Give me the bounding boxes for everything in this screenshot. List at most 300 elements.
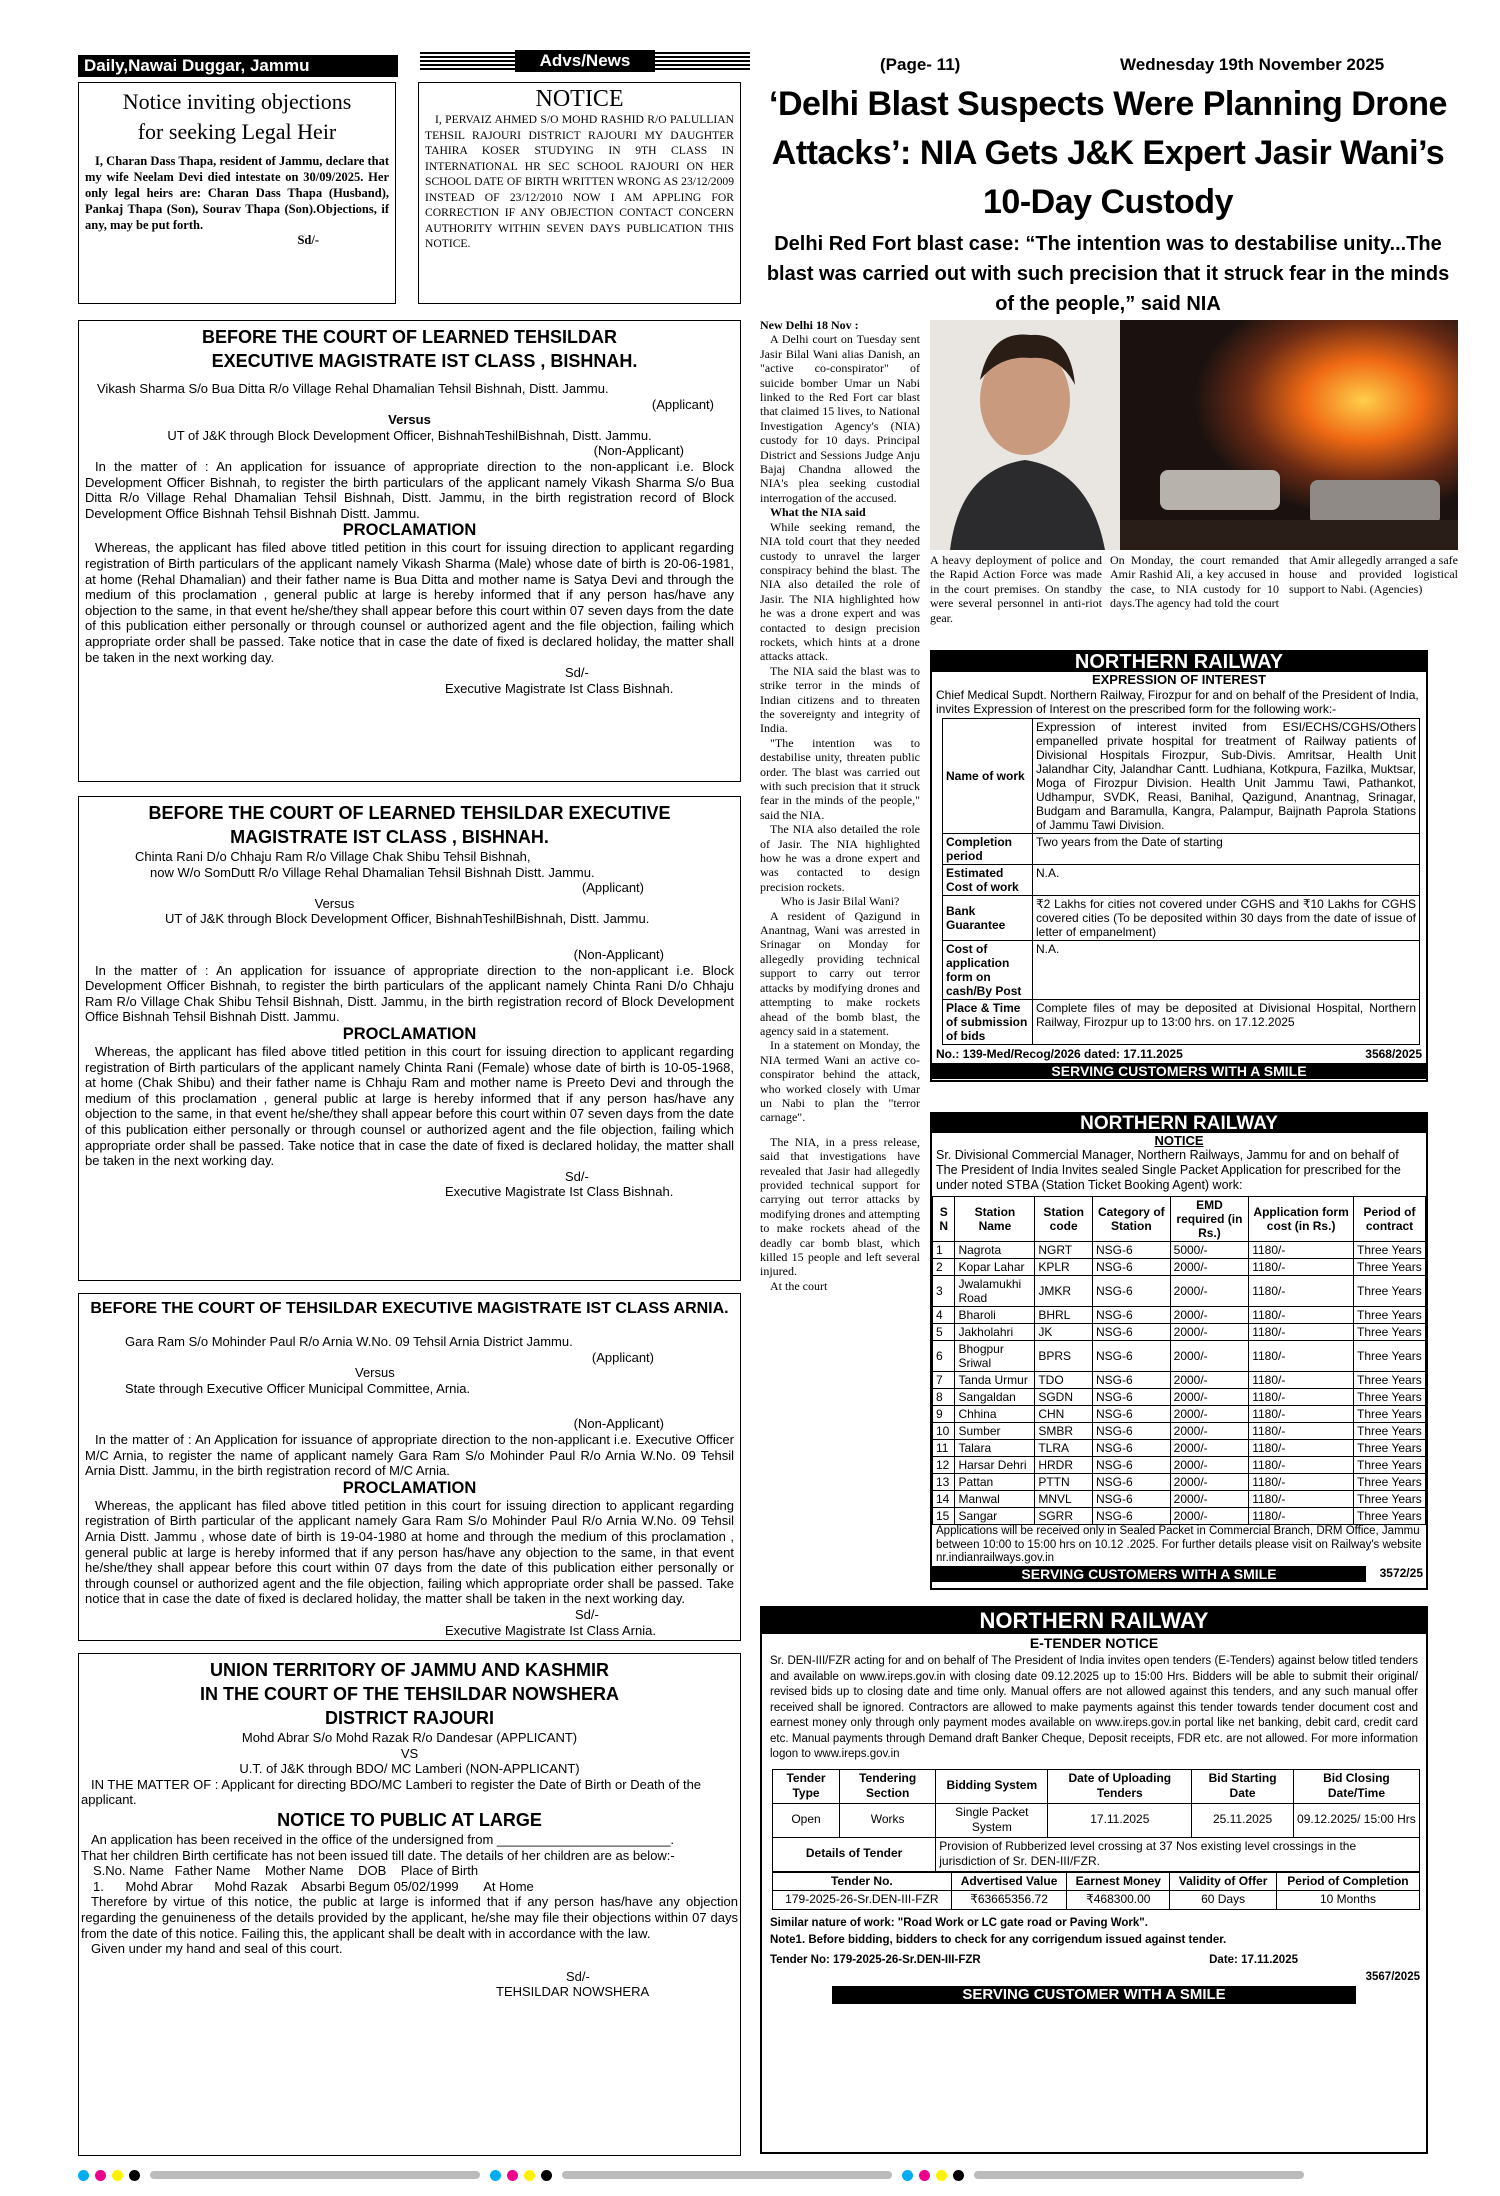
table-cell: NSG-6: [1092, 1276, 1170, 1307]
table-cell: Open: [773, 1803, 840, 1837]
table-cell: Kopar Lahar: [955, 1259, 1035, 1276]
court-notice-chinta: [78, 796, 741, 1281]
table-cell: NSG-6: [1092, 1406, 1170, 1423]
nr2-ref: 3572/25: [1379, 1565, 1423, 1580]
nr-stba-ad: [930, 1112, 1428, 1590]
black-dot: [541, 2170, 552, 2181]
court3-sd: Sd/-: [575, 1606, 599, 1622]
table-cell: NSG-6: [1092, 1324, 1170, 1341]
court2-body: Whereas, the applicant has filed above titled petition in this court for issuing direction to applicant regarding registration of Birth particulars of the applicant namely Chinta Rani (Female) whose date of birth is 10-05-1968, at home (Chak Shibu) and their father name is Chhaju Ram and mother name is Preeto Devi and through the medium of this proclamation , general public at large is hereby informed that if any person has/have any objection to the same, in that event he/she/they shall appear before this court within 07 seven days from the date of this publication either personally or through counsel or authorized agent and the file objection, failing which appropriate order shall be passed. Take notice that in case the date of fixed is declared holiday, the matter shall be taken in the next working day.: [85, 1043, 734, 1169]
table-cell: NSG-6: [1092, 1259, 1170, 1276]
nr1-row-key: Name of work: [943, 719, 1033, 834]
yellow-dot: [936, 2170, 947, 2181]
nr2-note: Applications will be received only in Sealed Packet in Commercial Branch, DRM Office, Jammu between 10:00 to 15:00 hrs on 10.12 .2025. For further details please visit on Railway's website nr.indianrailways.gov.in: [936, 1525, 1422, 1564]
table-cell: 14: [933, 1491, 955, 1508]
court2-respondent: UT of J&K through Block Development Officer, BishnahTeshilBishnah, Distt. Jammu.: [165, 911, 650, 927]
table-row: [933, 1307, 1426, 1324]
news-p7: In a statement on Monday, the NIA termed Wani an active co-conspirator behind the attack, who worked closely with Umar un Nabi to plan the "terror carnage".: [760, 1038, 920, 1125]
table-header-cell: Tender Type: [773, 1769, 840, 1803]
nr-etender-ad: [760, 1606, 1428, 2154]
table-cell: MNVL: [1035, 1491, 1093, 1508]
table-row: [773, 1891, 1420, 1910]
table-cell: 1180/-: [1249, 1341, 1354, 1372]
table-cell: 2000/-: [1170, 1259, 1249, 1276]
table-cell: NSG-6: [1092, 1389, 1170, 1406]
table-cell: Tanda Urmur: [955, 1372, 1035, 1389]
news-sub-1: What the NIA said: [770, 505, 866, 520]
court3-proclamation: PROCLAMATION: [342, 1478, 477, 1497]
table-cell: Three Years: [1354, 1508, 1426, 1525]
table-cell: TLRA: [1035, 1440, 1093, 1457]
table-row: [933, 1341, 1426, 1372]
news-p4: "The intention was to destabilise unity, threaten public order. The blast was carried out with such precision that it struck fear in the minds of the people," said the NIA.: [760, 735, 920, 822]
court2-matter: In the matter of : An application for issuance of appropriate direction to the non-applicant i.e. Block Development Officer Bishnah, to register the birth particulars of the applicant namely Chinta Rani D/o Chhaju Ram R/o Village Chak Shibu Tehsil Bishnah, Distt. Jammu, in the birth registration record of Block Development Office Bishnah Tehsil Bishnah Distt. Jammu.: [85, 962, 734, 1025]
court4-row: 1. Mohd Abrar Mohd Razak Absarbi Begum 05/02/1999 At Home: [93, 1878, 534, 1894]
court1-sign: Executive Magistrate Ist Class Bishnah.: [445, 680, 674, 696]
nr1-row: [943, 865, 1420, 896]
table-cell: 5000/-: [1170, 1242, 1249, 1259]
school-dob-notice: [418, 82, 741, 304]
table-cell: 6: [933, 1341, 955, 1372]
table-header-cell: Bid Starting Date: [1192, 1769, 1294, 1803]
court-notice-nowshera: [78, 1653, 741, 2156]
court1-matter: In the matter of : An application for issuance of appropriate direction to the non-applicant i.e. Block Development Officer Bishnah, to register the birth particulars of the applicant namely Vikash Sharma S/o Bua Ditta R/o Village Rehal Dhamalian Tehsil Bishnah, Distt. Jammu, in the birth registration record of Block Development Office Bishnah Tehsil Bishnah Distt. Jammu.: [85, 458, 734, 521]
table-cell: Three Years: [1354, 1457, 1426, 1474]
news-headline-block: [758, 80, 1458, 315]
table-cell: 1180/-: [1249, 1324, 1354, 1341]
table-row: [933, 1389, 1426, 1406]
page-number: (Page- 11): [880, 55, 961, 74]
court4-subhead: NOTICE TO PUBLIC AT LARGE: [277, 1809, 542, 1830]
table-cell: Works: [840, 1803, 936, 1837]
court2-versus: Versus: [314, 895, 355, 911]
magenta-dot: [919, 2170, 930, 2181]
court4-applicant: Mohd Abrar S/o Mohd Razak R/o Dandesar (APPLICANT): [241, 1730, 578, 1745]
yellow-dot: [112, 2170, 123, 2181]
news-p10: On Monday, the court remanded Amir Rashid Ali, a key accused in the case, to NIA custody for 10 days.The agency had told the court that Amir allegedly arranged a safe house and provided logistical support to Nabi.: [1110, 553, 1458, 611]
legal-heir-notice: [78, 82, 396, 304]
nr3-details: Provision of Rubberized level crossing at 37 Nos existing level crossings in the jurisdiction of Sr. DEN-III/FZR.: [936, 1837, 1420, 1871]
table-cell: 1180/-: [1249, 1406, 1354, 1423]
nr1-row-value: Two years from the Date of starting: [1033, 834, 1420, 865]
news-headline: ‘Delhi Blast Suspects Were Planning Drone Attacks’: NIA Gets J&K Expert Jasir Wani’s 10-Day Custody: [769, 85, 1447, 221]
table-cell: Three Years: [1354, 1406, 1426, 1423]
nr1-row: [943, 1000, 1420, 1045]
court3-applicant-tag: (Applicant): [591, 1349, 654, 1365]
table-header-cell: S N: [933, 1197, 955, 1242]
table-cell: Three Years: [1354, 1474, 1426, 1491]
court4-vs: VS: [400, 1745, 419, 1761]
table-header-cell: Tender No.: [773, 1872, 952, 1891]
nr1-row: [943, 896, 1420, 941]
table-cell: 2: [933, 1259, 955, 1276]
table-cell: 2000/-: [1170, 1276, 1249, 1307]
nr1-row-key: Cost of application form on cash/By Post: [943, 941, 1033, 1000]
table-cell: 1180/-: [1249, 1457, 1354, 1474]
table-header-cell: Validity of Offer: [1170, 1872, 1277, 1891]
table-cell: 7: [933, 1372, 955, 1389]
table-header-cell: Date of Uploading Tenders: [1048, 1769, 1192, 1803]
gray-bar: [150, 2171, 480, 2179]
table-cell: Pattan: [955, 1474, 1035, 1491]
table-cell: 13: [933, 1474, 955, 1491]
table-cell: Nagrota: [955, 1242, 1035, 1259]
court4-title-3: DISTRICT RAJOURI: [324, 1708, 494, 1728]
table-row: [933, 1276, 1426, 1307]
nr3-date: Date: 17.11.2025: [1209, 1953, 1298, 1966]
table-cell: SMBR: [1035, 1423, 1093, 1440]
table-cell: 12: [933, 1457, 955, 1474]
table-cell: Harsar Dehri: [955, 1457, 1035, 1474]
table-cell: 8: [933, 1389, 955, 1406]
court2-title-2: MAGISTRATE IST CLASS , BISHNAH.: [230, 827, 549, 847]
court1-applicant-tag: (Applicant): [651, 396, 714, 412]
table-cell: Three Years: [1354, 1372, 1426, 1389]
court3-respondent-tag: (Non-Applicant): [573, 1416, 664, 1432]
table-cell: 25.11.2025: [1192, 1803, 1294, 1837]
court4-body-3: Therefore by virtue of this notice, the public at large is informed that if any person has/have any objection regarding the genuineness of the details provided by the applicant, he/she may file their objections within 07 days from the date of this notice. Failing this, the applicant shall be dealt with in accordance with the law.: [81, 1894, 738, 1941]
news-subhead: Delhi Red Fort blast case: “The intention was to destabilise unity...The blast was carried out with such precision that it struck fear in the minds of the people,” said NIA: [766, 233, 1450, 315]
table-cell: 1180/-: [1249, 1423, 1354, 1440]
table-cell: 10: [933, 1423, 955, 1440]
nr1-row-key: Bank Guarantee: [943, 896, 1033, 941]
table-cell: ₹468300.00: [1067, 1891, 1170, 1910]
news-p8: The NIA, in a press release, said that investigations have revealed that Jasir had allegedly provided technical support for carrying out terror attacks by modifying drones and attempting to make rockets ahead of the deadly car bomb blast, which killed 15 people and left several injured.: [760, 1134, 920, 1279]
table-cell: 9: [933, 1406, 955, 1423]
table-row: [933, 1372, 1426, 1389]
nr1-row-value: Expression of interest invited from ESI/ECHS/CGHS/Others empanelled private hospital for treatment of Railway patients of Divisional Hospitals Firozpur, Sub-Divis. Amritsar, Health Unit Jalandhar City, Jalandhar Cantt. Ludhiana, Kotkpura, Fazilka, Muktsar, Moga of Firozpur Division. Health Unit Jammu Tawi, Pathankot, Udhampur, SVDK, Reasi, Banihal, Qazigund, Anantnag, Srinagar, Budgam and Baramulla, Kangra, Palampur, Baijnath Paprola Stations of Jammu Tawi Division.: [1033, 719, 1420, 834]
court4-title-2: IN THE COURT OF THE TEHSILDAR NOWSHERA: [200, 1684, 619, 1704]
nr3-note1: Note1. Before bidding, bidders to check for any corrigendum issued against tender.: [770, 1934, 1227, 1946]
paper-name: Daily,Nawai Duggar, Jammu: [78, 55, 398, 77]
table-cell: NSG-6: [1092, 1242, 1170, 1259]
nr1-intro: Chief Medical Supdt. Northern Railway, Firozpur for and on behalf of the President of India, invites Expression of Interest on the prescribed form for the following work:-: [936, 688, 1419, 716]
yellow-dot: [524, 2170, 535, 2181]
table-cell: BPRS: [1035, 1341, 1093, 1372]
table-cell: NSG-6: [1092, 1341, 1170, 1372]
table-cell: 1180/-: [1249, 1491, 1354, 1508]
nr3-table-2: [772, 1872, 1420, 1910]
table-cell: JMKR: [1035, 1276, 1093, 1307]
magenta-dot: [507, 2170, 518, 2181]
nr2-intro: Sr. Divisional Commercial Manager, Northern Railways, Jammu for and on behalf of The President of India Invites sealed Single Packet Application for prescribed for the under noted STBA (Station Ticket Booking Agent) work:: [936, 1148, 1401, 1192]
table-header-cell: Application form cost (in Rs.): [1249, 1197, 1354, 1242]
table-cell: Three Years: [1354, 1259, 1426, 1276]
table-cell: TDO: [1035, 1372, 1093, 1389]
nr3-foot: SERVING CUSTOMER WITH A SMILE: [832, 1986, 1356, 2004]
table-cell: PTTN: [1035, 1474, 1093, 1491]
nr1-row: [943, 834, 1420, 865]
table-cell: 2000/-: [1170, 1372, 1249, 1389]
table-cell: NSG-6: [1092, 1372, 1170, 1389]
court2-title-1: BEFORE THE COURT OF LEARNED TEHSILDAR EXECUTIVE: [148, 803, 671, 823]
table-cell: 1180/-: [1249, 1474, 1354, 1491]
nr1-row: [943, 941, 1420, 1000]
table-cell: Three Years: [1354, 1307, 1426, 1324]
news-p9: A heavy deployment of police and the Rapid Action Force was made in the court premises. On standby were several personnel in anti-riot gear.: [930, 553, 1102, 625]
table-cell: NSG-6: [1092, 1508, 1170, 1525]
nr2-head: NORTHERN RAILWAY: [932, 1114, 1426, 1133]
court3-matter: In the matter of : An Application for issuance of appropriate direction to the non-applicant i.e. Executive Officer M/C Arnia, to register the name of applicant namely Gara Ram S/o Mohinder Paul R/o Arnia W.No. 09 Tehsil Arnia Distt. Jammu, in the birth registration record of M/C Arnia.: [85, 1431, 734, 1479]
news-p1: A Delhi court on Tuesday sent Jasir Bilal Wani alias Danish, an "active co-conspirator" of suicide bomber Umar un Nabi linked to the Red Fort car blast that claimed 15 lives, to National Investigation Agency's (NIA) custody for 10 days. Principal District and Sessions Judge Anju Bajaj Chandna allowed the NIA's plea seeking custodial interrogation of the accused.: [760, 332, 920, 505]
table-cell: Manwal: [955, 1491, 1035, 1508]
table-header-cell: Advertised Value: [951, 1872, 1067, 1891]
black-dot: [953, 2170, 964, 2181]
table-cell: NSG-6: [1092, 1440, 1170, 1457]
table-cell: Bhogpur Sriwal: [955, 1341, 1035, 1372]
cyan-dot: [902, 2170, 913, 2181]
court2-applicant-2: now W/o SomDutt R/o Village Rehal Dhamalian Tehsil Bishnah Distt. Jammu.: [150, 864, 595, 880]
news-p10-cols: [1110, 553, 1458, 611]
table-header-cell: EMD required (in Rs.): [1170, 1197, 1249, 1242]
section-label: [420, 50, 750, 72]
table-row: [933, 1406, 1426, 1423]
table-cell: 2000/-: [1170, 1389, 1249, 1406]
nr2-foot: SERVING CUSTOMERS WITH A SMILE: [932, 1566, 1366, 1582]
table-cell: Jwalamukhi Road: [955, 1276, 1035, 1307]
nr2-sub: NOTICE: [1154, 1133, 1204, 1148]
court3-applicant: Gara Ram S/o Mohinder Paul R/o Arnia W.No. 09 Tehsil Arnia District Jammu.: [125, 1334, 573, 1349]
table-cell: 10 Months: [1276, 1891, 1419, 1910]
court1-proclamation: PROCLAMATION: [342, 521, 477, 540]
table-header-cell: Period of Completion: [1276, 1872, 1419, 1891]
news-photo: [930, 320, 1458, 550]
table-cell: JK: [1035, 1324, 1093, 1341]
news-column: [760, 318, 920, 1633]
nr3-tno: Tender No: 179-2025-26-Sr.DEN-III-FZR: [770, 1953, 981, 1966]
table-cell: 11: [933, 1440, 955, 1457]
court2-sign: Executive Magistrate Ist Class Bishnah.: [445, 1184, 674, 1200]
notice-title: NOTICE: [535, 86, 624, 112]
court3-sign: Executive Magistrate Ist Class Arnia.: [445, 1622, 656, 1638]
table-cell: 1180/-: [1249, 1508, 1354, 1525]
table-cell: Three Years: [1354, 1440, 1426, 1457]
legal-heir-title-1: Notice inviting objections: [122, 89, 352, 114]
nr3-table-1: [772, 1769, 1420, 1872]
nr1-head: NORTHERN RAILWAY: [932, 652, 1426, 672]
nr3-similar: Similar nature of work: "Road Work or LC gate road or Paving Work".: [770, 1916, 1148, 1929]
table-header-cell: Earnest Money: [1067, 1872, 1170, 1891]
table-cell: 2000/-: [1170, 1508, 1249, 1525]
issue-date: Wednesday 19th November 2025: [1120, 55, 1385, 74]
table-cell: NSG-6: [1092, 1474, 1170, 1491]
nr3-head: NORTHERN RAILWAY: [762, 1608, 1426, 1634]
table-cell: Jakholahri: [955, 1324, 1035, 1341]
nr1-row-value: Complete files of may be deposited at Divisional Hospital, Northern Railway, Firozpur up to 13:00 hrs. on 17.12.2025: [1033, 1000, 1420, 1045]
table-cell: 2000/-: [1170, 1474, 1249, 1491]
table-cell: 1180/-: [1249, 1276, 1354, 1307]
table-cell: NSG-6: [1092, 1457, 1170, 1474]
nr1-row-key: Completion period: [943, 834, 1033, 865]
court2-proclamation: PROCLAMATION: [342, 1024, 477, 1043]
table-cell: 2000/-: [1170, 1307, 1249, 1324]
nr1-no: No.: 139-Med/Recog/2026 dated: 17.11.2025: [936, 1047, 1183, 1061]
news-dateline: New Delhi 18 Nov :: [760, 318, 859, 332]
table-cell: NSG-6: [1092, 1307, 1170, 1324]
table-cell: Three Years: [1354, 1389, 1426, 1406]
table-cell: HRDR: [1035, 1457, 1093, 1474]
news-sub-2: Who is Jasir Bilal Wani?: [780, 894, 900, 909]
notice-body: I, PERVAIZ AHMED S/O MOHD RASHID R/O PALULLIAN TEHSIL RAJOURI DISTRICT RAJOURI MY DAUGHTER TAHIRA KOSER STUDYING IN 9TH CLASS IN INTERNATIONAL HR SEC SCHOOL RAJOURI ON HER SCHOOL DATE OF BIRTH WRITTEN WRONG AS 23/12/2009 INSTEAD OF 23/12/2010 NOW I AM APPLING FOR CORRECTION IF ANY OBJECTION CONTACT CONCERN AUTHORITY WITHIN SEVEN DAYS PUBLICATION THIS NOTICE.: [425, 113, 734, 250]
court2-sd: Sd/-: [565, 1168, 589, 1184]
court1-title-1: BEFORE THE COURT OF LEARNED TEHSILDAR: [201, 327, 617, 347]
table-cell: 2000/-: [1170, 1423, 1249, 1440]
court-notice-vikash: [78, 320, 741, 782]
legal-heir-sign: Sd/-: [297, 233, 319, 247]
table-row: [933, 1259, 1426, 1276]
table-cell: 1180/-: [1249, 1440, 1354, 1457]
table-row: [933, 1491, 1426, 1508]
table-cell: Three Years: [1354, 1341, 1426, 1372]
court1-versus: Versus: [388, 412, 431, 428]
table-cell: 2000/-: [1170, 1324, 1249, 1341]
table-cell: Bharoli: [955, 1307, 1035, 1324]
table-row: [933, 1457, 1426, 1474]
table-cell: 17.11.2025: [1048, 1803, 1192, 1837]
court3-versus: Versus: [355, 1365, 395, 1381]
nr1-row-value: N.A.: [1033, 865, 1420, 896]
news-p2: While seeking remand, the NIA told court that they needed custody to unravel the larger conspiracy behind the blast. The NIA also detailed the role of Jasir. The NIA highlighted how he was a drone expert and was contacted to design precision rockets, which hints at a drone attacks attack.: [760, 519, 920, 664]
table-header-cell: Station Name: [955, 1197, 1035, 1242]
table-cell: Talara: [955, 1440, 1035, 1457]
registration-marks: [78, 2168, 1500, 2180]
table-cell: 1180/-: [1249, 1259, 1354, 1276]
court2-respondent-tag: (Non-Applicant): [573, 946, 664, 962]
court1-body: Whereas, the applicant has filed above titled petition in this court for issuing direction to applicant regarding registration of Birth particulars of the applicant namely Vikash Sharma (Male) whose date of birth is 20-06-1981, at home (Rehal Dhamalian) and their father name is Bua Ditta and mother name is Satya Devi and through the medium of this proclamation , general public at large is hereby informed that if any person has/have any objection to the same, in that event he/she/they shall appear before this court within 07 seven days from the date of this publication either personally or through counsel or authorized agent and the file objection, failing which appropriate order shall be passed. Take notice that in case the date of fixed is declared holiday, the matter shall be taken in the next working day.: [85, 540, 734, 665]
table-cell: 1: [933, 1242, 955, 1259]
nr3-tender-line: [762, 1951, 1426, 1971]
nr3-ref: 3567/2025: [1365, 1971, 1420, 1983]
court1-respondent: UT of J&K through Block Development Officer, BishnahTeshilBishnah, Distt. Jammu.: [167, 427, 652, 443]
table-cell: 1180/-: [1249, 1372, 1354, 1389]
nr2-footer: [932, 1566, 1426, 1582]
table-cell: SGDN: [1035, 1389, 1093, 1406]
table-header-cell: Tendering Section: [840, 1769, 936, 1803]
court4-sd: Sd/-: [566, 1968, 590, 1984]
table-cell: 2000/-: [1170, 1341, 1249, 1372]
court1-applicant: Vikash Sharma S/o Bua Ditta R/o Village Rehal Dhamalian Tehsil Bishnah, Distt. Jammu.: [97, 381, 609, 396]
table-cell: Three Years: [1354, 1324, 1426, 1341]
news-p6: A resident of Qazigund in Anantnag, Wani was arrested in Srinagar on Monday for allegedly providing technical support to carry out terror attacks by modifying drones and attempting to make rockets ahead of the bomb blast, the agency said in a statement.: [760, 908, 920, 1038]
table-cell: 1180/-: [1249, 1307, 1354, 1324]
news-p3: The NIA said the blast was to strike terror in the minds of Indian citizens and to threaten the sovereignty and integrity of India.: [760, 663, 920, 736]
nr1-table: [942, 718, 1420, 1045]
nr1-row-key: Place & Time of submission of bids: [943, 1000, 1033, 1045]
table-cell: CHN: [1035, 1406, 1093, 1423]
table-row: [933, 1508, 1426, 1525]
table-cell: 60 Days: [1170, 1891, 1277, 1910]
court4-body-4: Given under my hand and seal of this court.: [91, 1941, 343, 1957]
table-cell: Single Packet System: [936, 1803, 1048, 1837]
table-cell: ₹63665356.72: [951, 1891, 1067, 1910]
magenta-dot: [95, 2170, 106, 2181]
table-cell: BHRL: [1035, 1307, 1093, 1324]
table-header-cell: Period of contract: [1354, 1197, 1426, 1242]
nr1-ref: 3568/2025: [1365, 1047, 1422, 1061]
table-cell: 3: [933, 1276, 955, 1307]
nr3-intro: Sr. DEN-III/FZR acting for and on behalf of The President of India invites open tenders (E-Tenders) against below titled tenders and available on www.ireps.gov.in with closing date 09.12.2025 up to 15:00 Hrs. Bidders will be able to submit their original/ revised bids up to closing date and time only. Manual offers are not allowed against this tenders, and any such manual offer received shall be ignored. Contractors are allowed to make payments against this tender towards tender document cost and earnest money only through only payment modes available on www.ireps.gov.in portal like net banking, debit card, credit card etc. Manual payments through Demand draft Banker Cheque, Deposit receipts, FDR etc. are not allowed. For more information logon to www.ireps.gov.in: [770, 1655, 1418, 1760]
table-cell: 5: [933, 1324, 955, 1341]
table-row: [933, 1324, 1426, 1341]
table-row: [933, 1423, 1426, 1440]
table-cell: NGRT: [1035, 1242, 1093, 1259]
table-cell: 1180/-: [1249, 1242, 1354, 1259]
table-cell: Sangar: [955, 1508, 1035, 1525]
nr1-footer-line: [932, 1045, 1426, 1063]
table-row: [933, 1474, 1426, 1491]
nr1-foot: SERVING CUSTOMERS WITH A SMILE: [932, 1063, 1426, 1079]
legal-heir-body: I, Charan Dass Thapa, resident of Jammu, declare that my wife Neelam Devi died intestate on 30/09/2025. Her only legal heirs are: Charan Dass Thapa (Husband), Pankaj Thapa (Son), Sourav Thapa (Son).Objections, if any, may be put forth.: [85, 154, 389, 232]
court4-body-2: That her children Birth certificate has not been issued till date. The details of her children are as below:-: [81, 1847, 675, 1863]
table-cell: 2000/-: [1170, 1440, 1249, 1457]
table-header-cell: Category of Station: [1092, 1197, 1170, 1242]
table-cell: Three Years: [1354, 1491, 1426, 1508]
table-cell: 2000/-: [1170, 1406, 1249, 1423]
nr1-row-value: ₹2 Lakhs for cities not covered under CGHS and ₹10 Lakhs for CGHS covered cities (To be deposited within 30 days from the date of issue of letter of empanelment): [1033, 896, 1420, 941]
table-row: [933, 1242, 1426, 1259]
nr1-sub: EXPRESSION OF INTEREST: [1091, 672, 1267, 687]
nr3-details-label: Details of Tender: [773, 1837, 936, 1871]
court1-title-2: EXECUTIVE MAGISTRATE IST CLASS , BISHNAH.: [211, 351, 638, 371]
court4-body-1: An application has been received in the office of the undersigned from ________________________.: [91, 1831, 675, 1847]
gray-bar: [562, 2171, 892, 2179]
table-cell: KPLR: [1035, 1259, 1093, 1276]
table-header-cell: Bidding System: [936, 1769, 1048, 1803]
table-cell: 2000/-: [1170, 1491, 1249, 1508]
table-cell: Three Years: [1354, 1423, 1426, 1440]
nr3-sub: E-TENDER NOTICE: [1029, 1635, 1159, 1651]
court3-respondent: State through Executive Officer Municipal Committee, Arnia.: [125, 1380, 471, 1396]
court-notice-gara-ram: [78, 1293, 741, 1641]
nr2-table: [932, 1196, 1426, 1525]
table-cell: 4: [933, 1307, 955, 1324]
nr1-row-value: N.A.: [1033, 941, 1420, 1000]
section-text: Advs/News: [515, 50, 655, 72]
table-cell: 15: [933, 1508, 955, 1525]
court1-respondent-tag: (Non-Applicant): [593, 443, 684, 459]
court3-title: BEFORE THE COURT OF TEHSILDAR EXECUTIVE MAGISTRATE IST CLASS ARNIA.: [90, 1300, 729, 1317]
cyan-dot: [78, 2170, 89, 2181]
table-cell: NSG-6: [1092, 1423, 1170, 1440]
table-cell: Three Years: [1354, 1242, 1426, 1259]
news-sub-3: At the court: [770, 1278, 828, 1293]
court2-applicant-1: Chinta Rani D/o Chhaju Ram R/o Village Chak Shibu Tehsil Bishnah,: [135, 849, 531, 864]
court4-title-1: UNION TERRITORY OF JAMMU AND KASHMIR: [209, 1660, 609, 1680]
table-cell: Sangaldan: [955, 1389, 1035, 1406]
nr1-row-key: Estimated Cost of work: [943, 865, 1033, 896]
table-header-cell: Station code: [1035, 1197, 1093, 1242]
legal-heir-title-2: for seeking Legal Heir: [137, 119, 337, 144]
table-cell: Sumber: [955, 1423, 1035, 1440]
table-row: [933, 1440, 1426, 1457]
news-p5: The NIA also detailed the role of Jasir. The NIA highlighted how he was a drone expert and was contacted to design precision rockets.: [760, 822, 920, 894]
table-cell: NSG-6: [1092, 1491, 1170, 1508]
cyan-dot: [490, 2170, 501, 2181]
table-cell: 09.12.2025/ 15:00 Hrs: [1293, 1803, 1419, 1837]
suspect-and-blast-photo: [930, 320, 1458, 550]
court1-sd: Sd/-: [565, 665, 589, 681]
table-cell: 179-2025-26-Sr.DEN-III-FZR: [773, 1891, 952, 1910]
table-header-cell: Bid Closing Date/Time: [1293, 1769, 1419, 1803]
court4-matter: IN THE MATTER OF : Applicant for directing BDO/MC Lamberi to register the Date of Birth or Death of the applicant.: [81, 1776, 702, 1808]
court4-sign: TEHSILDAR NOWSHERA: [496, 1984, 650, 2000]
table-cell: SGRR: [1035, 1508, 1093, 1525]
court2-applicant-tag: (Applicant): [581, 880, 644, 896]
court3-body: Whereas, the applicant has filed above titled petition in this court for issuing direction to applicant regarding registration of Birth particular of the applicant namely Gara Ram S/o Mohinder Paul R/o Arnia W.No. 09 Tehsil Arnia Distt. Jammu , whose date of birth is 19-04-1980 at home and through the medium of this proclamation , general public at large is hereby informed that if any person has/have any objection to the same, in that event he/she/they shall appear before this court within 07 days from the date of this publication either personally or through counsel or authorized agent and the file objection, failing which appropriate order shall be passed. Take notice that in case the date of fixed is declared holiday, the matter shall be taken in the next working day.: [85, 1497, 734, 1607]
table-cell: 1180/-: [1249, 1389, 1354, 1406]
news-agency: (Agencies): [1369, 581, 1423, 596]
nr-eoi-ad: [930, 650, 1428, 1082]
